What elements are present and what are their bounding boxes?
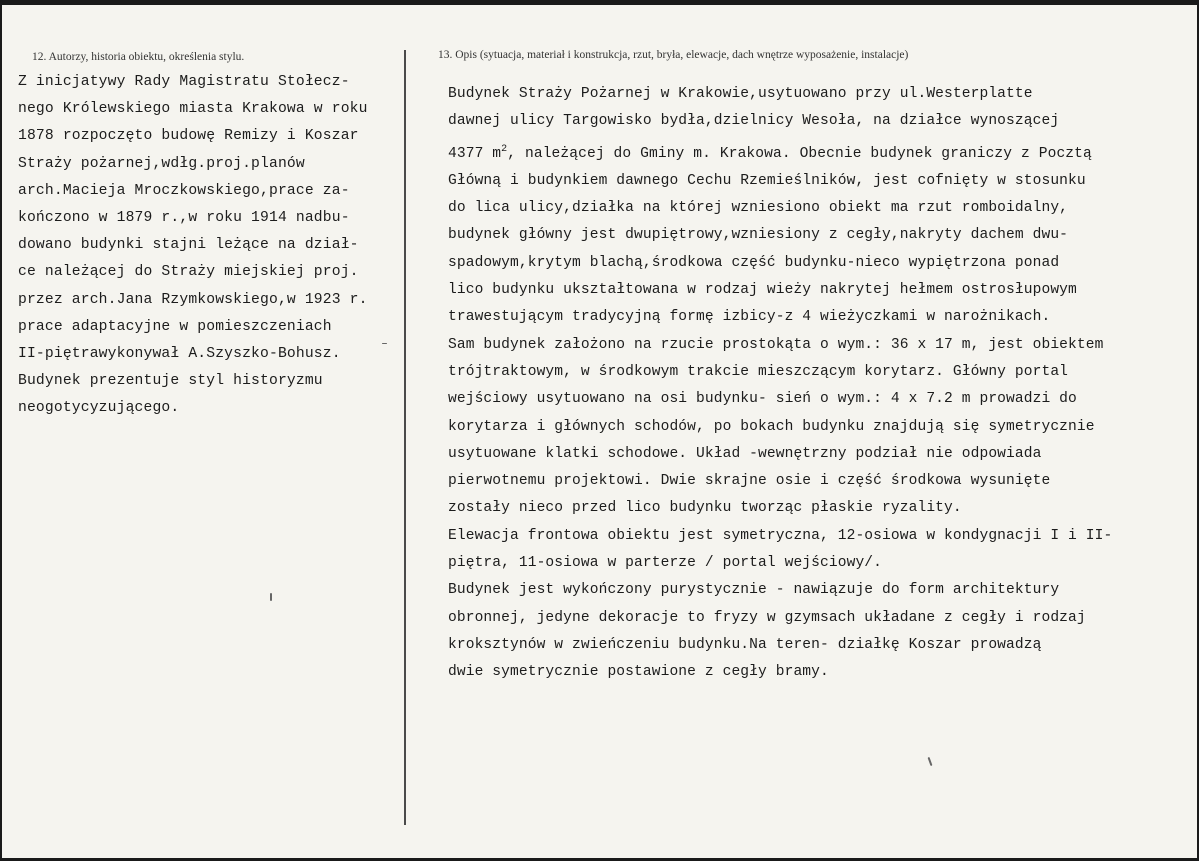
description-line: Główną i budynkiem dawnego Cechu Rzemieślników, jest cofnięty w stosunku	[448, 172, 1086, 189]
description-line: Budynek Straży Pożarnej w Krakowie,usytuowano przy ul.Westerplatte	[448, 86, 1033, 102]
description-line: trawestującym tradycyjną formę izbicy-z 4 wieżyczkami w narożnikach.	[448, 309, 1051, 326]
description-line: spadowym,krytym blachą,środkowa część budynku-nieco wypiętrzona ponad	[448, 254, 1060, 271]
history-line: Z inicjatywy Rady Magistratu Stołecz-	[18, 74, 350, 90]
area-superscript: 2	[501, 143, 508, 155]
history-line: ce należącej do Straży miejskiej proj.	[18, 264, 359, 281]
section-13-heading: 13. Opis (sytuacja, materiał i konstrukcja, rzut, bryła, elewacje, dach wnętrze wyposażenie, instalacje)	[438, 49, 909, 61]
history-text	[18, 69, 368, 423]
history-line: arch.Macieja Mroczkowskiego,prace za-	[18, 182, 350, 199]
history-line: przez arch.Jana Rzymkowskiego,w 1923 r.	[18, 291, 368, 308]
description-line: budynek główny jest dwupiętrowy,wzniesiony z cegły,nakryty dachem dwu-	[448, 227, 1069, 244]
description-line: dawnej ulicy Targowisko bydła,dzielnicy Wesoła, na działce wynoszącej	[448, 113, 1060, 130]
description-line: trójtraktowym, w środkowym trakcie mieszczącym korytarz. Główny portal	[448, 363, 1069, 380]
history-line: kończono w 1879 r.,w roku 1914 nadbu-	[18, 210, 350, 227]
description-line: Sam budynek założono na rzucie prostokąta o wym.: 36 x 17 m, jest obiektem	[448, 336, 1104, 353]
paper-speck	[928, 757, 933, 766]
history-line: prace adaptacyjne w pomieszczeniach	[18, 318, 332, 335]
history-line: Budynek prezentuje styl historyzmu	[18, 373, 323, 390]
description-line: Elewacja frontowa obiektu jest symetryczna, 12-osiowa w kondygnacji I i II-	[448, 527, 1113, 544]
section-12-heading: 12. Autorzy, historia obiektu, określenia stylu.	[32, 51, 245, 63]
description-line: kroksztynów w zwieńczeniu budynku.Na teren- działkę Koszar prowadzą	[448, 636, 1042, 653]
history-line: Straży pożarnej,wdłg.proj.planów	[18, 155, 305, 172]
description-line: wejściowy usytuowano na osi budynku- sień o wym.: 4 x 7.2 m prowadzi do	[448, 391, 1077, 408]
description-line: Budynek jest wykończony purystycznie - nawiązuje do form architektury	[448, 582, 1060, 599]
description-line: korytarza i głównych schodów, po bokach budynku znajdują się symetrycznie	[448, 418, 1095, 435]
area-line-rest: , należącej do Gminy m. Krakowa. Obecnie budynek graniczy z Pocztą	[507, 145, 1092, 162]
description-line: zostały nieco przed lico budynku tworząc płaskie ryzality.	[448, 500, 962, 517]
description-line: pierwotnemu projektowi. Dwie skrajne osie i część środkowa wysunięte	[448, 473, 1051, 490]
area-value: 4377 m	[448, 145, 502, 162]
history-line: nego Królewskiego miasta Krakowa w roku	[18, 101, 368, 118]
document-sheet	[2, 5, 1197, 858]
paper-speck	[382, 343, 387, 344]
history-line: neogotycyzującego.	[18, 400, 180, 417]
description-line: do lica ulicy,działka na której wzniesiono obiekt ma rzut romboidalny,	[448, 200, 1069, 217]
description-line: lico budynku ukształtowana w rodzaj wieży nakrytej hełmem ostrosłupowym	[448, 282, 1077, 299]
column-divider	[404, 50, 406, 825]
description-line: obronnej, jedyne dekoracje to fryzy w gzymsach układane z cegły i rodzaj	[448, 609, 1086, 626]
history-line: 1878 rozpoczęto budowę Remizy i Koszar	[18, 128, 359, 145]
description-line: dwie symetrycznie postawione z cegły bramy.	[448, 664, 829, 681]
description-line-area	[448, 136, 1112, 168]
description-line: piętra, 11-osiowa w parterze / portal wejściowy/.	[448, 555, 883, 572]
history-line: dowano budynki stajni leżące na dział-	[18, 237, 359, 254]
description-text	[448, 81, 1112, 687]
paper-speck	[270, 593, 272, 601]
history-line: II-piętrawykonywał A.Szyszko-Bohusz.	[18, 346, 341, 363]
description-line: usytuowane klatki schodowe. Układ -wewnętrzny podział nie odpowiada	[448, 445, 1042, 462]
